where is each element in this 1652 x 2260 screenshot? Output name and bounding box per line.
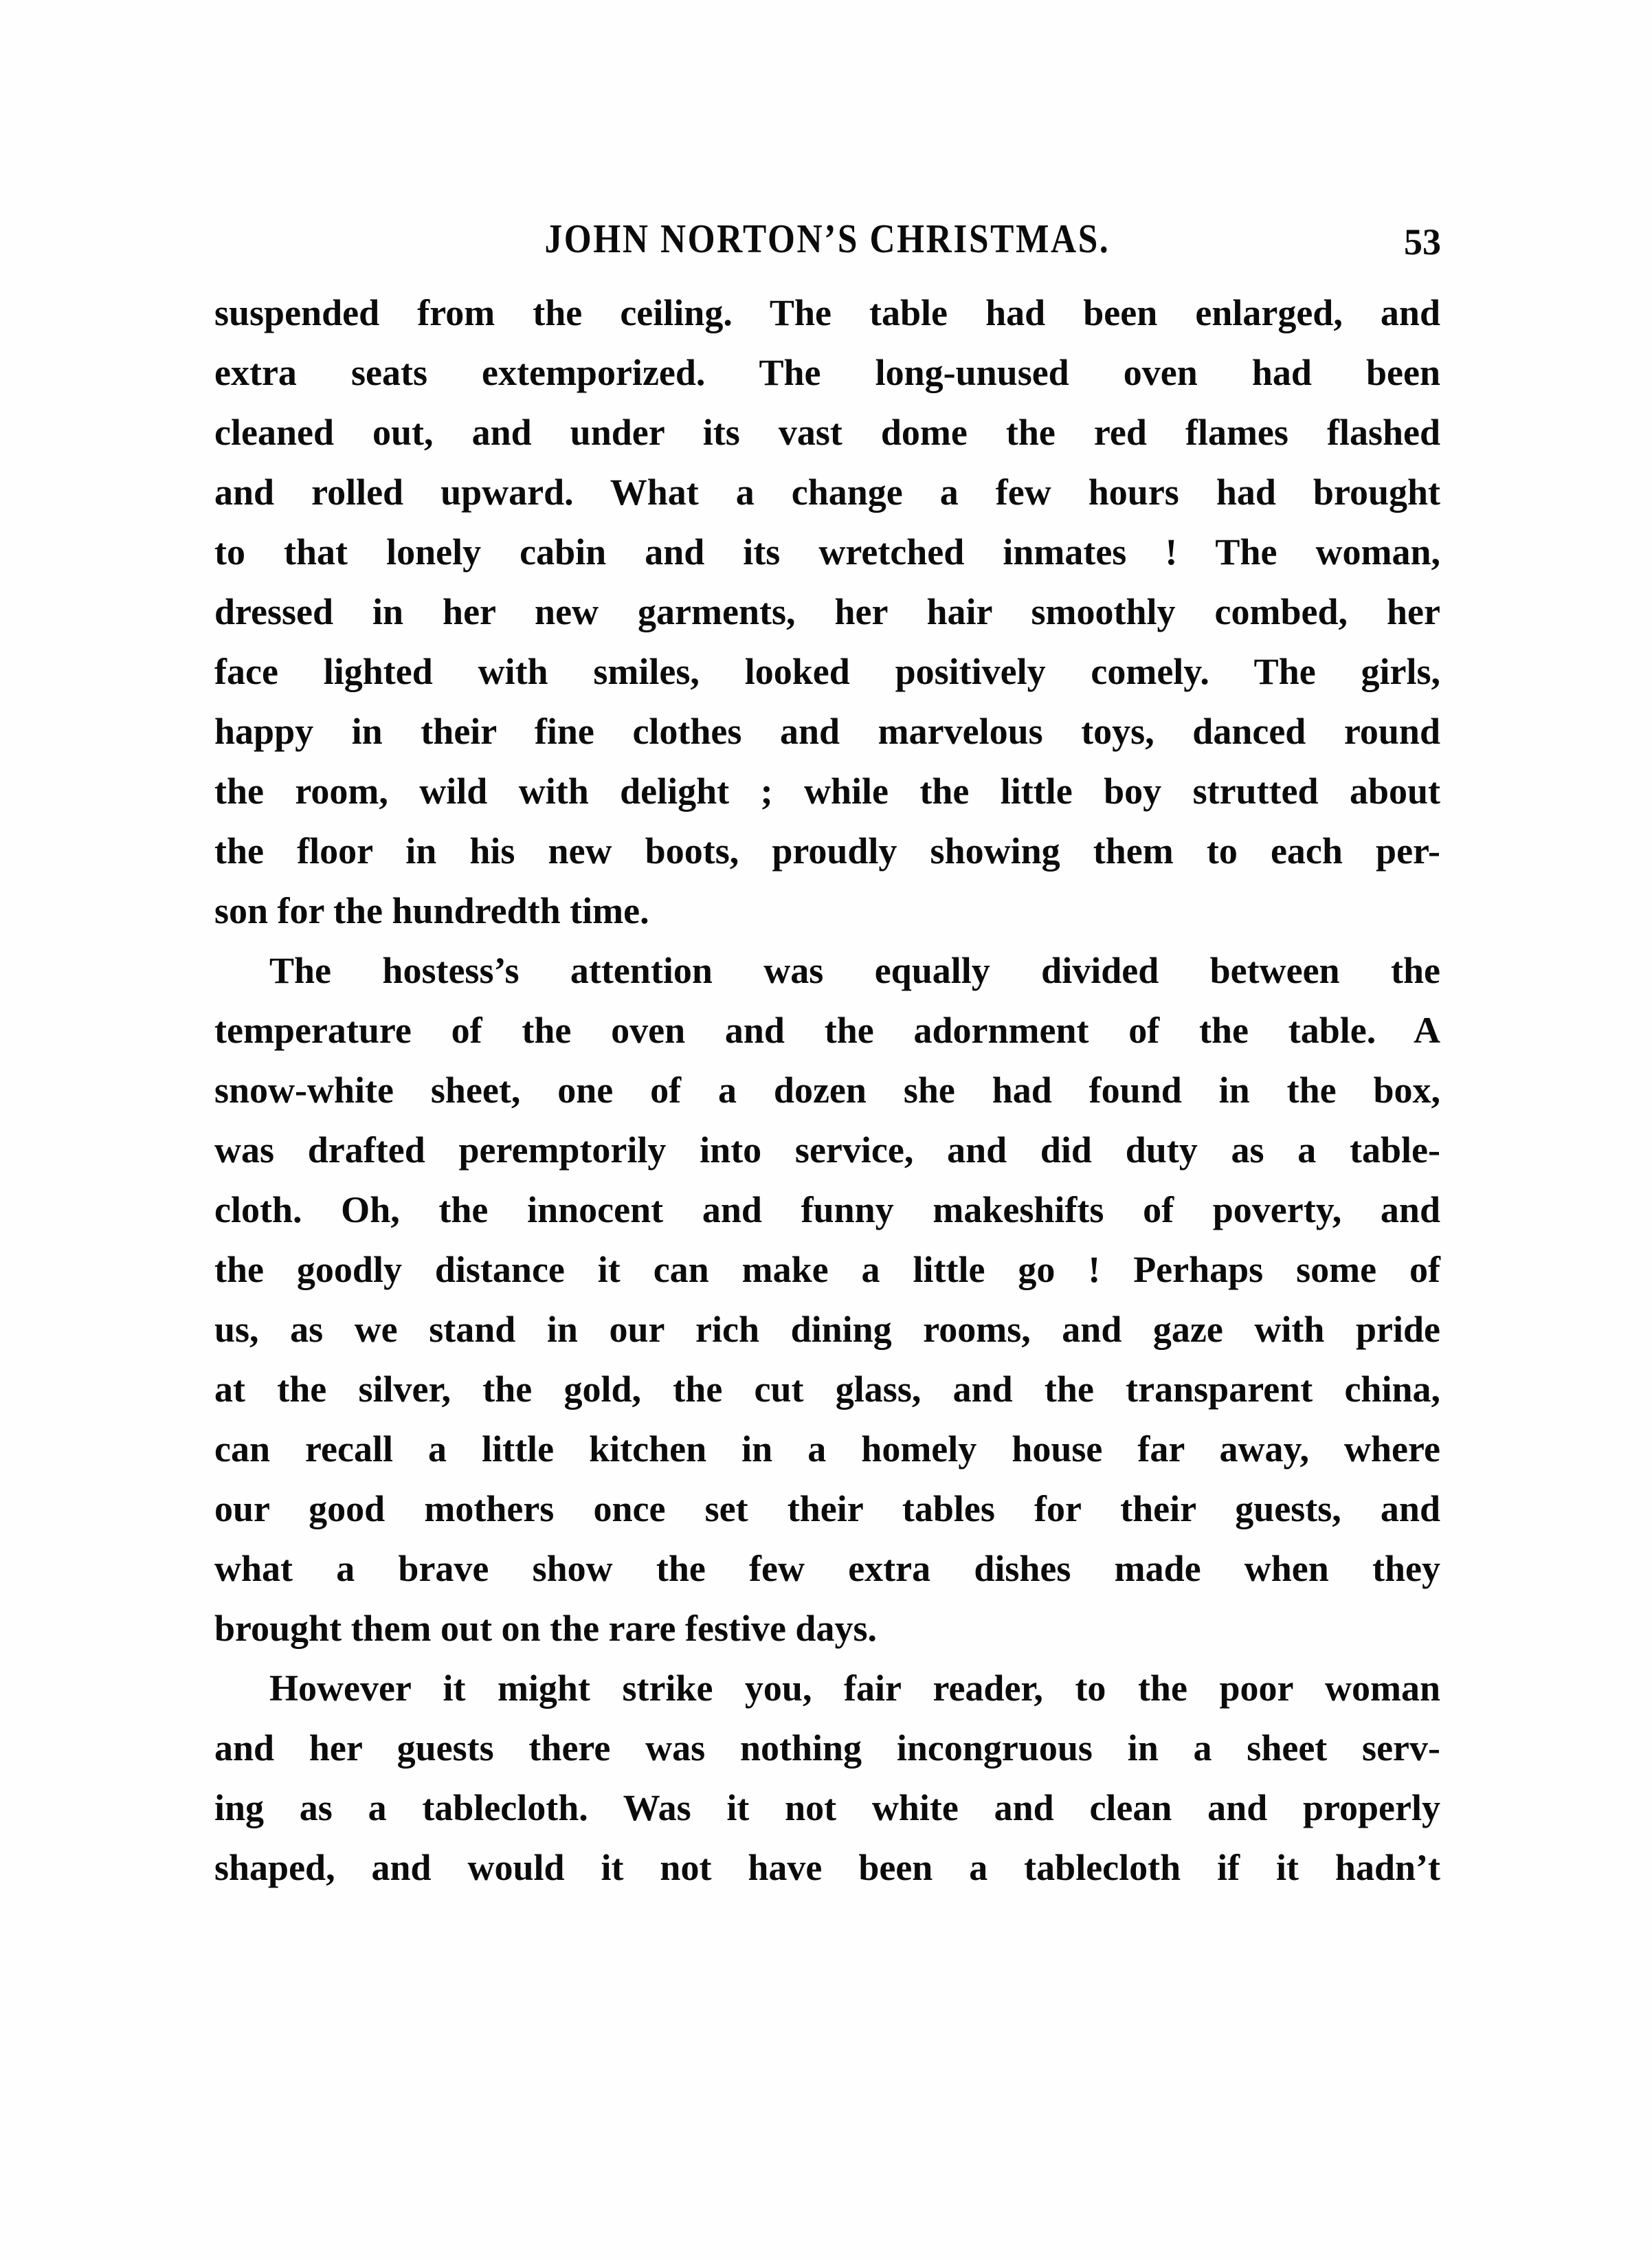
page-number: 53 (1404, 221, 1441, 263)
text-line: and her guests there was nothing incongruous in a sheet serv- (214, 1727, 1440, 1769)
body-text (214, 283, 1440, 1898)
text-line: extra seats extemporized. The long-unused oven had been (214, 352, 1440, 393)
text-line: our good mothers once set their tables for their guests, and (214, 1488, 1440, 1529)
text-line: to that lonely cabin and its wretched inmates ! The woman, (214, 531, 1440, 573)
text-line: suspended from the ceiling. The table had been enlarged, and (214, 292, 1440, 333)
text-line: The hostess’s attention was equally divided between the (269, 950, 1440, 991)
text-line: son for the hundredth time. (214, 890, 649, 931)
text-line: However it might strike you, fair reader, to the poor woman (269, 1668, 1440, 1709)
running-head-title (214, 216, 1441, 263)
text-line: cloth. Oh, the innocent and funny makeshifts of poverty, and (214, 1189, 1440, 1230)
text-line: at the silver, the gold, the cut glass, and the transparent china, (214, 1369, 1440, 1410)
text-line: happy in their fine clothes and marvelous toys, danced round (214, 711, 1440, 752)
text-line: what a brave show the few extra dishes made when they (214, 1548, 1440, 1589)
running-head-title-text: JOHN NORTON’S CHRISTMAS. (544, 216, 1110, 261)
text-line: dressed in her new garments, her hair smoothly combed, her (214, 591, 1440, 632)
text-line: us, as we stand in our rich dining rooms, and gaze with pride (214, 1309, 1440, 1350)
text-line: the goodly distance it can make a little go ! Perhaps some of (214, 1249, 1440, 1290)
text-line: was drafted peremptorily into service, and did duty as a table- (214, 1129, 1440, 1171)
text-line: ing as a tablecloth. Was it not white and clean and properly (214, 1787, 1440, 1828)
text-line: the room, wild with delight ; while the little boy strutted about (214, 771, 1440, 812)
text-line: can recall a little kitchen in a homely house far away, where (214, 1428, 1440, 1470)
running-head (214, 216, 1440, 267)
text-line: temperature of the oven and the adornment of the table. A (214, 1010, 1440, 1051)
text-line: the floor in his new boots, proudly showing them to each per- (214, 830, 1440, 872)
text-line: brought them out on the rare festive days. (214, 1608, 877, 1649)
text-line: cleaned out, and under its vast dome the red flames flashed (214, 412, 1440, 453)
text-line: face lighted with smiles, looked positively comely. The girls, (214, 651, 1440, 692)
text-line: and rolled upward. What a change a few hours had brought (214, 472, 1440, 513)
text-line: snow-white sheet, one of a dozen she had found in the box, (214, 1070, 1440, 1111)
text-line: shaped, and would it not have been a tablecloth if it hadn’t (214, 1847, 1440, 1888)
